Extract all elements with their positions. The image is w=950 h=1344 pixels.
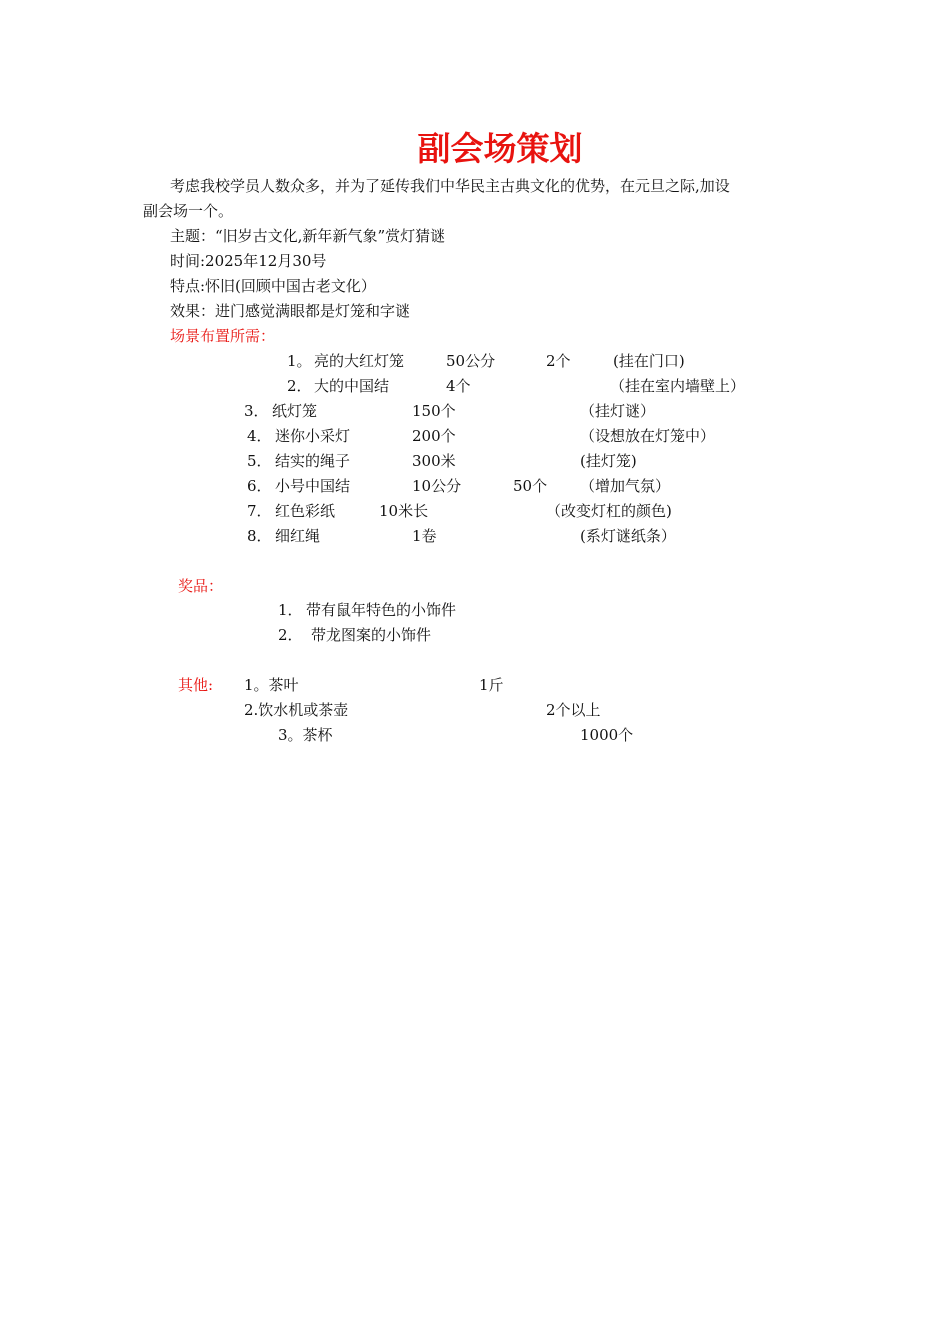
intro-line-2: 副会场一个。 xyxy=(143,202,234,220)
scene-item-qty: 10公分 xyxy=(412,477,462,495)
scene-item-qty: 50公分 xyxy=(446,352,496,370)
scene-item-name: 纸灯笼 xyxy=(272,402,318,420)
scene-item-num: 4． xyxy=(247,427,272,445)
scene-item-name: 大的中国结 xyxy=(314,377,390,395)
page-title: 副会场策划 xyxy=(417,129,583,168)
scene-item-num: 2． xyxy=(287,377,312,395)
scene-item-name: 迷你小采灯 xyxy=(275,427,351,445)
scene-item-name: 红色彩纸 xyxy=(275,502,336,520)
scene-item-note: （挂灯谜） xyxy=(580,402,656,420)
feature-line: 特点:怀旧(回顾中国古老文化） xyxy=(170,277,376,295)
effect-line: 效果：进门感觉满眼都是灯笼和字谜 xyxy=(170,302,411,320)
scene-item-note: (挂灯笼) xyxy=(580,452,637,470)
scene-item-num: 3． xyxy=(244,402,269,420)
scene-heading: 场景布置所需： xyxy=(170,327,276,345)
other-item-label: 2.饮水机或茶壶 xyxy=(244,701,349,719)
time-line: 时间:2025年12月30号 xyxy=(170,252,327,270)
scene-item-note: （挂在室内墙壁上） xyxy=(610,377,746,395)
other-item-qty: 2个以上 xyxy=(546,701,601,719)
scene-item-name: 亮的大红灯笼 xyxy=(314,352,405,370)
prize-text: 带龙图案的小饰件 xyxy=(311,626,432,644)
scene-item-qty2: 2个 xyxy=(546,352,571,370)
scene-item-qty: 300米 xyxy=(412,452,456,470)
scene-item-name: 小号中国结 xyxy=(275,477,351,495)
other-item-qty: 1000个 xyxy=(580,726,634,744)
scene-item-qty2: 50个 xyxy=(513,477,548,495)
other-heading: 其他: xyxy=(178,676,214,694)
scene-item-name: 细红绳 xyxy=(275,527,321,545)
scene-item-qty: 200个 xyxy=(412,427,456,445)
scene-item-note: （增加气氛） xyxy=(580,477,671,495)
scene-item-note: （设想放在灯笼中） xyxy=(580,427,716,445)
scene-item-qty: 10米长 xyxy=(379,502,429,520)
scene-item-num: 8． xyxy=(247,527,272,545)
prize-num: 1． xyxy=(278,601,303,619)
scene-item-name: 结实的绳子 xyxy=(275,452,351,470)
scene-item-num: 5． xyxy=(247,452,272,470)
other-item-qty: 1斤 xyxy=(479,676,504,694)
intro-line-1: 考虑我校学员人数众多，并为了延传我们中华民主古典文化的优势，在元旦之际,加设 xyxy=(170,177,730,195)
prize-text: 带有鼠年特色的小饰件 xyxy=(306,601,457,619)
scene-item-num: 1。 xyxy=(287,352,312,370)
scene-item-note: (系灯谜纸条） xyxy=(580,527,676,545)
other-item-label: 1。茶叶 xyxy=(244,676,299,694)
prizes-heading: 奖品： xyxy=(178,577,224,595)
scene-item-qty: 150个 xyxy=(412,402,456,420)
scene-item-num: 6． xyxy=(247,477,272,495)
scene-item-qty: 1卷 xyxy=(412,527,437,545)
scene-item-num: 7． xyxy=(247,502,272,520)
prize-num: 2． xyxy=(278,626,303,644)
scene-item-note: （改变灯杠的颜色) xyxy=(546,502,672,520)
scene-item-note: (挂在门口) xyxy=(613,352,685,370)
scene-item-qty: 4个 xyxy=(446,377,471,395)
other-item-label: 3。茶杯 xyxy=(278,726,333,744)
theme-line: 主题：“旧岁古文化,新年新气象”赏灯猜谜 xyxy=(170,227,446,245)
